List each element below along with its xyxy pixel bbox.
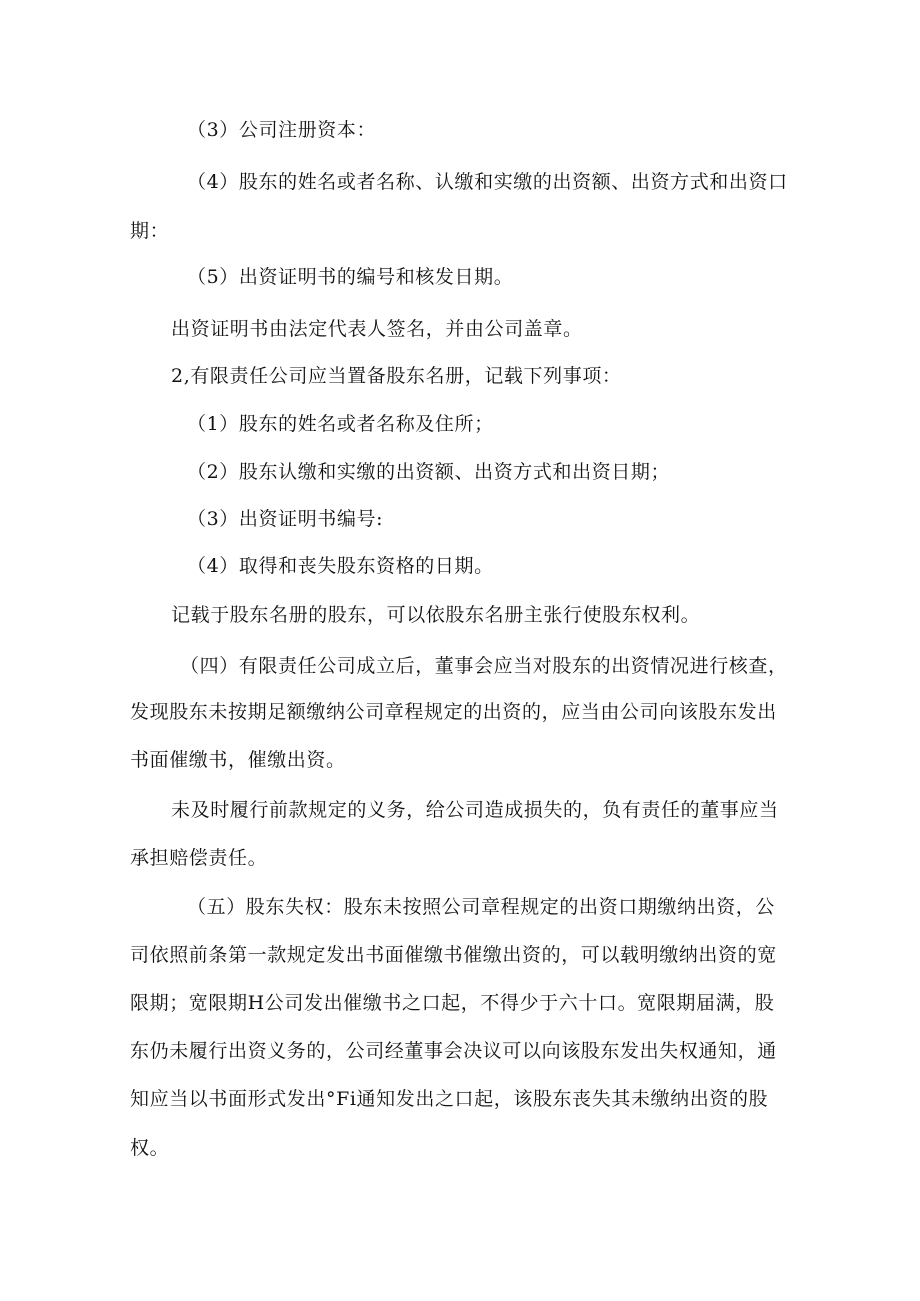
text-line: （4）股东的姓名或者名称、认缴和实缴的出资额、出资方式和出资口 — [187, 171, 788, 193]
text-line: （3）公司注册资本： — [187, 119, 377, 141]
text-line: 书面催缴书，催缴出资。 — [130, 749, 346, 771]
text-line: （四）有限责任公司成立后，董事会应当对股东的出资情况进行核查， — [180, 655, 788, 677]
text-line: （五）股东失权：股东未按照公司章程规定的出资口期缴纳出资，公 — [187, 896, 776, 918]
text-line: 知应当以书面形式发出°Fi通知发出之口起，该股东丧失其未缴纳出资的股 — [130, 1088, 769, 1110]
text-line: （1）股东的姓名或者名称及住所； — [187, 413, 494, 435]
text-line: （3）出资证明书编号: — [187, 508, 384, 530]
text-line: 记载于股东名册的股东，可以依股东名册主张行使股东权利。 — [171, 604, 701, 626]
text-line: 发现股东未按期足额缴纳公司章程规定的出资的，应当由公司向该股东发出 — [130, 701, 777, 723]
text-line: 2,有限责任公司应当置备股东名册，记载下列事项： — [171, 365, 622, 387]
text-line: 未及时履行前款规定的义务，给公司造成损失的，负有责任的董事应当 — [171, 799, 779, 821]
text-line: （4）取得和丧失股东资格的日期。 — [187, 555, 494, 577]
text-line: 限期；宽限期H公司发出催缴书之口起，不得少于六十口。宽限期届满，股 — [130, 992, 775, 1014]
text-line: （5）出资证明书的编号和核发日期。 — [187, 266, 514, 288]
text-line: 期： — [130, 220, 170, 242]
text-line: 出资证明书由法定代表人签名，并由公司盖章。 — [171, 318, 583, 340]
text-line: 权。 — [130, 1137, 170, 1159]
text-line: 东仍未履行出资义务的，公司经董事会决议可以向该股东发出失权通知，通 — [130, 1040, 777, 1062]
text-line: 承担赔偿责任。 — [130, 847, 268, 869]
text-line: 司依照前条第一款规定发出书面催缴书催缴出资的，可以载明缴纳出资的宽 — [130, 944, 777, 966]
text-line: （2）股东认缴和实缴的出资额、出资方式和出资日期； — [187, 461, 671, 483]
